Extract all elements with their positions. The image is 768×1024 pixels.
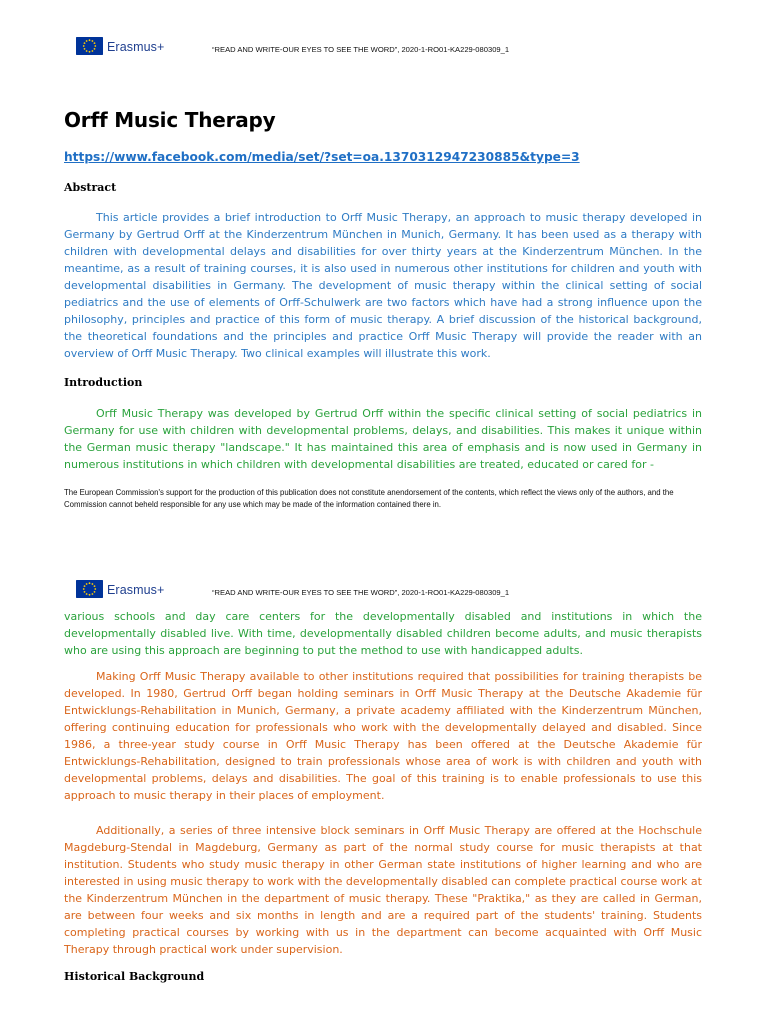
page-header (76, 37, 696, 63)
project-code: “READ AND WRITE-OUR EYES TO SEE THE WORD”, 2020-1-RO01-KA229-080309_1 (212, 588, 510, 597)
eu-flag-icon (76, 37, 103, 55)
page-header-2 (76, 580, 696, 606)
introduction-paragraph: Orff Music Therapy was developed by Gertrud Orff within the specific clinical setting of social pediatrics in Germany for use with children with developmental problems, delays, and disabilities. This makes it unique within the German music therapy "landscape." It has maintained this area of emphasis and is now used in Germany in numerous institutions in which children with developmental disabilities are treated, educated or cared for - (64, 407, 702, 471)
introduction-continuation: various schools and day care centers for the developmentally disabled and institutions in which the developmentally disabled live. With time, developmentally disabled children become adults, and music therapists who are using this approach are beginning to put the method to use with handicapped adults. (64, 610, 702, 657)
training-paragraph-2: Additionally, a series of three intensive block seminars in Orff Music Therapy are offered at the Hochschule Magdeburg-Stendal in Magdeburg, Germany as part of the normal study course for music therapists at that institution. Students who study music therapy in other German state institutions of higher learning and who are interested in using music therapy to work with the developmentally disabled can complete practical course work at the Kinderzentrum München in the department of music therapy. These "Praktika," as they are called in German, are between four weeks and six months in length and are a required part of the students' training. Students completing practical courses by working with us in the department can become acquainted with Orff Music Therapy through practical work under supervision. (64, 824, 702, 956)
eu-disclaimer: The European Commission's support for the production of this publication does not constitute anendorsement of the contents, which reflect the views only of the authors, and the Commission cannot beheld responsible for any use which may be made of the information contained there in. (64, 488, 674, 509)
training-paragraph-1: Making Orff Music Therapy available to other institutions required that possibilities for training therapists be developed. In 1980, Gertrud Orff began holding seminars in Orff Music Therapy at the Deutsche Akademie für Entwicklungs-Rehabilitation in Munich, Germany, a private academy affiliated with the Kinderzentrum München, offering continuing education for professionals who work with the developmentally delayed and disabled. Since 1986, a three-year study course in Orff Music Therapy has been offered at the Deutsche Akademie für Entwicklungs-Rehabilitation, designed to train professionals whose area of work is with children and youth with developmental problems, delays and disabilities. The goal of this training is to enable professionals to use this approach to music therapy in their places of employment. (64, 670, 702, 802)
introduction-heading: Introduction (64, 376, 143, 389)
historical-heading: Historical Background (64, 970, 205, 983)
eu-flag-icon (76, 580, 103, 598)
project-code: “READ AND WRITE-OUR EYES TO SEE THE WORD”, 2020-1-RO01-KA229-080309_1 (212, 45, 510, 54)
facebook-link[interactable]: https://www.facebook.com/media/set/?set=oa.1370312947230885&type=3 (64, 150, 580, 164)
abstract-paragraph: This article provides a brief introduction to Orff Music Therapy, an approach to music therapy developed in Germany by Gertrud Orff at the Kinderzentrum München in Munich, Germany. It has been used as a therapy with children with developmental delays and disabilities for over thirty years at the Kinderzentrum München. In the meantime, as a result of training courses, it is also used in numerous other institutions for children and youth with developmental disabilities in Germany. The development of music therapy within the clinical setting of social pediatrics and the use of elements of Orff-Schulwerk are two factors which have had a strong influence upon the philosophy, principles and practice of this form of music therapy. A brief discussion of the historical background, the theoretical foundations and the principles and practice Orff Music Therapy will provide the reader with an overview of Orff Music Therapy. Two clinical examples will illustrate this work. (64, 211, 702, 360)
erasmus-logo-text: Erasmus+ (107, 40, 165, 54)
abstract-heading: Abstract (64, 181, 117, 194)
erasmus-logo-text: Erasmus+ (107, 583, 165, 597)
page-title: Orff Music Therapy (64, 108, 276, 132)
